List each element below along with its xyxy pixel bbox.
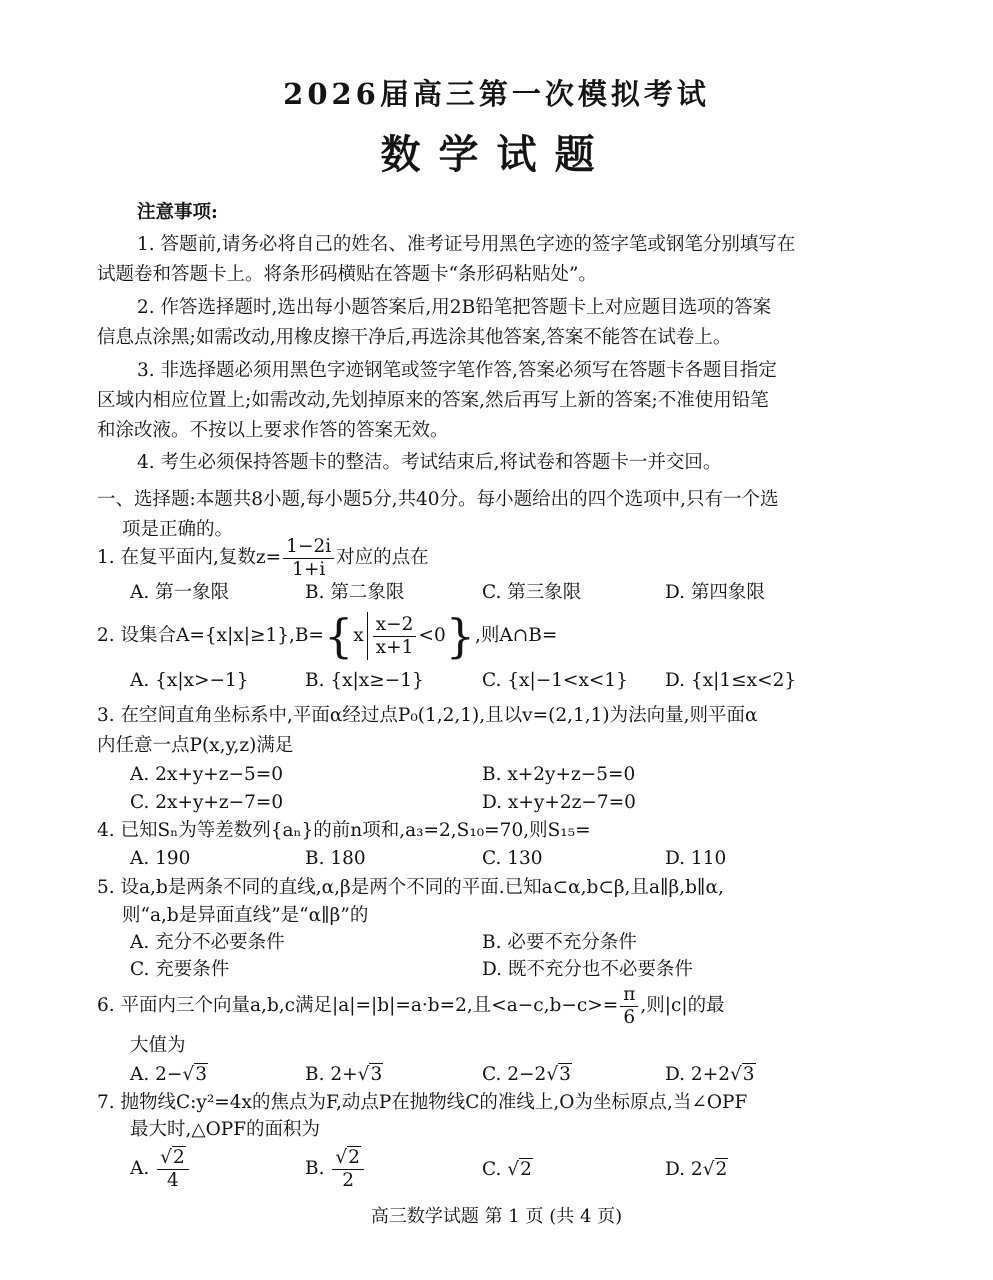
question-7-stem-cont: 最大时,△OPF的面积为 (130, 1119, 321, 1140)
notice-heading: 注意事项: (137, 202, 218, 223)
q7-option-d: D. 2√2 (665, 1159, 728, 1180)
q2-prefix: 2. 设集合A={x|x|≥1},B= (97, 625, 325, 646)
section-heading: 一、选择题:本题共8小题,每小题5分,共40分。每小题给出的四个选项中,只有一个选 (97, 489, 779, 510)
question-2-stem (97, 609, 558, 663)
q2-cond: <0 (418, 625, 446, 646)
q2-brace-open: { (324, 609, 354, 663)
notice-line: 信息点涂黑;如需改动,用橡皮擦干净后,再选涂其他答案,答案不能答在试卷上。 (97, 327, 732, 348)
q2-option-b: B. {x|x≥−1} (305, 670, 424, 691)
q5-option-d: D. 既不充分也不必要条件 (482, 959, 693, 980)
notice-line: 2. 作答选择题时,选出每小题答案后,用2B铅笔把答题卡上对应题目选项的答案 (137, 297, 772, 318)
q5-option-c: C. 充要条件 (130, 959, 230, 980)
q1-option-c: C. 第三象限 (482, 582, 582, 603)
q1-suffix: 对应的点在 (336, 547, 429, 568)
question-7-stem: 7. 抛物线C:y²=4x的焦点为F,动点P在抛物线C的准线上,O为坐标原点,当∠OPF (97, 1092, 748, 1113)
q6-suffix: ,则|c|的最 (640, 995, 725, 1016)
q1-option-d: D. 第四象限 (665, 582, 765, 603)
q1-fraction (283, 536, 334, 581)
q2-option-c: C. {x|−1<x<1} (482, 670, 628, 691)
q2-frac-den: x+1 (375, 636, 414, 658)
q6-option-a: A. 2−√3 (130, 1064, 207, 1085)
q2-option-a: A. {x|x>−1} (130, 670, 249, 691)
q5-option-b: B. 必要不充分条件 (482, 932, 637, 953)
q6-option-b: B. 2+√3 (305, 1064, 383, 1085)
question-5-stem-cont: 则“a,b是异面直线”是“α∥β”的 (122, 905, 369, 926)
q3-option-c: C. 2x+y+z−7=0 (130, 792, 284, 813)
q2-set-var: x (353, 625, 364, 646)
q3-option-a: A. 2x+y+z−5=0 (130, 764, 284, 785)
notice-line: 试题卷和答题卡上。将条形码横贴在答题卡“条形码粘贴处”。 (97, 264, 597, 285)
question-3-stem-cont: 内任意一点P(x,y,z)满足 (97, 735, 294, 756)
q5-option-a: A. 充分不必要条件 (130, 932, 285, 953)
q6-option-c: C. 2−2√3 (482, 1064, 571, 1085)
q4-option-d: D. 110 (665, 848, 727, 869)
q4-option-b: B. 180 (305, 848, 366, 869)
q7-option-b: B. $\frac{√2}{2}$ (305, 1145, 366, 1193)
q6-option-d: D. 2+2√3 (665, 1064, 755, 1085)
q6-frac-num: π (620, 984, 638, 1007)
q4-option-c: C. 130 (482, 848, 543, 869)
q2-bar (367, 612, 368, 660)
q6-frac-den: 6 (623, 1006, 636, 1028)
q1-prefix: 1. 在复平面内,复数z= (97, 547, 282, 568)
question-1-stem (97, 534, 429, 582)
q6-fraction (620, 984, 638, 1029)
notice-line: 3. 非选择题必须用黑色字迹钢笔或签字笔作答,答案必须写在答题卡各题目指定 (137, 360, 777, 381)
notice-line: 和涂改液。不按以上要求作答的答案无效。 (97, 420, 449, 441)
page-footer: 高三数学试题 第 1 页 (共 4 页) (370, 1206, 623, 1227)
notice-line: 4. 考生必须保持答题卡的整洁。考试结束后,将试卷和答题卡一并交回。 (137, 452, 722, 473)
section-heading-cont: 项是正确的。 (122, 519, 234, 540)
notice-line: 1. 答题前,请务必将自己的姓名、准考证号用黑色字迹的签字笔或钢笔分别填写在 (137, 234, 796, 255)
q1-option-b: B. 第二象限 (305, 582, 405, 603)
exam-title: 2026届高三第一次模拟考试 (283, 77, 710, 111)
question-5-stem: 5. 设a,b是两条不同的直线,α,β是两个不同的平面.已知a⊂α,b⊂β,且a∥β,b∥α, (97, 877, 724, 898)
q3-option-b: B. x+2y+z−5=0 (482, 764, 636, 785)
q2-option-d: D. {x|1≤x<2} (665, 670, 797, 691)
notice-line: 区域内相应位置上;如需改动,先划掉原来的答案,然后再写上新的答案;不准使用铅笔 (97, 390, 769, 411)
question-3-stem: 3. 在空间直角坐标系中,平面α经过点P₀(1,2,1),且以v=(2,1,1)为法向量,则平面α (97, 705, 758, 726)
q6-prefix: 6. 平面内三个向量a,b,c满足|a|=|b|=a·b=2,且<a−c,b−c>= (97, 995, 619, 1016)
q1-frac-num: 1−2i (283, 536, 334, 559)
q2-fraction (373, 614, 417, 659)
q7-option-a: A. $\frac{√2}{4}$ (130, 1145, 191, 1193)
q7-option-c: C. √2 (482, 1159, 532, 1180)
q3-option-d: D. x+y+2z−7=0 (482, 792, 636, 813)
q2-suffix: ,则A∩B= (475, 625, 558, 646)
question-6-stem (97, 982, 725, 1030)
question-6-stem-cont: 大值为 (130, 1035, 186, 1056)
q2-frac-num: x−2 (373, 614, 417, 637)
q4-option-a: A. 190 (130, 848, 191, 869)
q2-brace-close: } (445, 609, 476, 663)
q1-option-a: A. 第一象限 (130, 582, 230, 603)
subject-title: 数学试题 (380, 131, 613, 178)
q1-frac-den: 1+i (292, 558, 326, 580)
question-4-stem: 4. 已知Sₙ为等差数列{aₙ}的前n项和,a₃=2,S₁₀=70,则S₁₅= (97, 820, 591, 841)
